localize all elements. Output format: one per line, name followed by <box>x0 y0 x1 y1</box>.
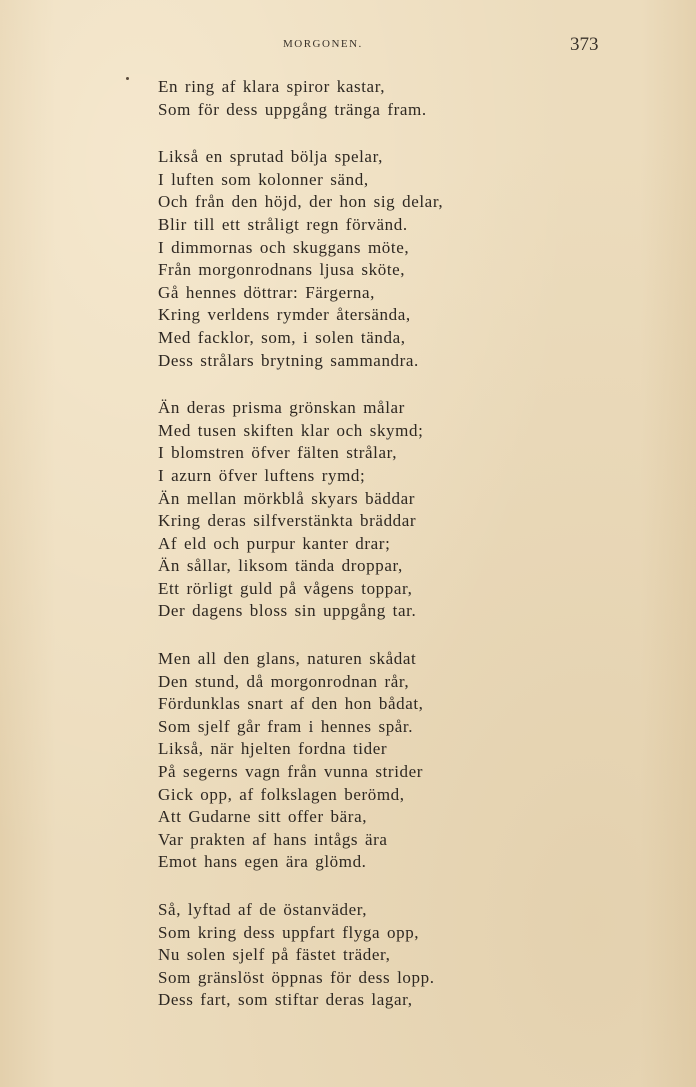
poem-line: Än mellan mörkblå skyars bäddar <box>158 488 415 508</box>
poem-line: Fördunklas snart af den hon bådat, <box>158 694 424 714</box>
poem-line: I azurn öfver luftens rymd; <box>158 465 366 485</box>
poem-line: Emot hans egen ära glömd. <box>158 852 367 872</box>
running-title: MORGONEN. <box>283 38 363 50</box>
poem-line: Der dagens bloss sin uppgång tar. <box>158 601 417 621</box>
poem-line: Den stund, då morgonrodnan rår, <box>158 671 410 691</box>
poem-line: Än sållar, liksom tända droppar, <box>158 556 403 576</box>
poem-line: Från morgonrodnans ljusa sköte, <box>158 260 406 280</box>
stanza <box>158 648 678 874</box>
poem-line: Nu solen sjelf på fästet träder, <box>158 945 391 965</box>
poem-line: Som gränslöst öppnas för dess lopp. <box>158 967 435 987</box>
poem-line: Gå hennes döttrar: Färgerna, <box>158 282 375 302</box>
poem-line: I dimmornas och skuggans möte, <box>158 237 410 257</box>
poem-line: Blir till ett stråligt regn förvänd. <box>158 214 408 234</box>
poem-line: Af eld och purpur kanter drar; <box>158 533 391 553</box>
ink-speck <box>126 77 129 80</box>
poem-line: Likså en sprutad bölja spelar, <box>158 147 384 167</box>
poem-line: Kring verldens rymder återsända, <box>158 305 411 325</box>
poem-line: Som sjelf går fram i hennes spår. <box>158 716 414 736</box>
poem-body <box>158 76 678 1037</box>
poem-line: I blomstren öfver fälten strålar, <box>158 443 398 463</box>
poem-line: Som för dess uppgång tränga fram. <box>158 99 427 119</box>
poem-line: Som kring dess uppfart flyga opp, <box>158 922 420 942</box>
poem-line: Att Gudarne sitt offer bära, <box>158 807 368 827</box>
poem-line: Dess fart, som stiftar deras lagar, <box>158 990 413 1010</box>
poem-line: En ring af klara spiror kastar, <box>158 77 386 96</box>
poem-line: Var prakten af hans intågs ära <box>158 829 388 849</box>
poem-line: Med tusen skiften klar och skymd; <box>158 420 424 440</box>
poem-line: Likså, när hjelten fordna tider <box>158 739 388 759</box>
stanza <box>158 899 678 1012</box>
poem-line: Men all den glans, naturen skådat <box>158 649 417 669</box>
poem-line: Och från den höjd, der hon sig delar, <box>158 192 444 212</box>
poem-line: Än deras prisma grönskan målar <box>158 398 405 418</box>
poem-line: I luften som kolonner sänd, <box>158 169 369 189</box>
poem-line: Kring deras silfverstänkta bräddar <box>158 511 417 531</box>
poem-line: Ett rörligt guld på vågens toppar, <box>158 578 413 598</box>
stanza <box>158 146 678 372</box>
page-number: 373 <box>570 34 599 55</box>
stanza <box>158 397 678 623</box>
stanza <box>158 76 678 121</box>
page-header <box>0 34 696 58</box>
poem-line: Med facklor, som, i solen tända, <box>158 327 406 347</box>
poem-line: Gick opp, af folkslagen berömd, <box>158 784 405 804</box>
poem-line: Dess strålars brytning sammandra. <box>158 350 419 370</box>
poem-line: På segerns vagn från vunna strider <box>158 762 424 782</box>
poem-line: Så, lyftad af de östanväder, <box>158 900 368 919</box>
